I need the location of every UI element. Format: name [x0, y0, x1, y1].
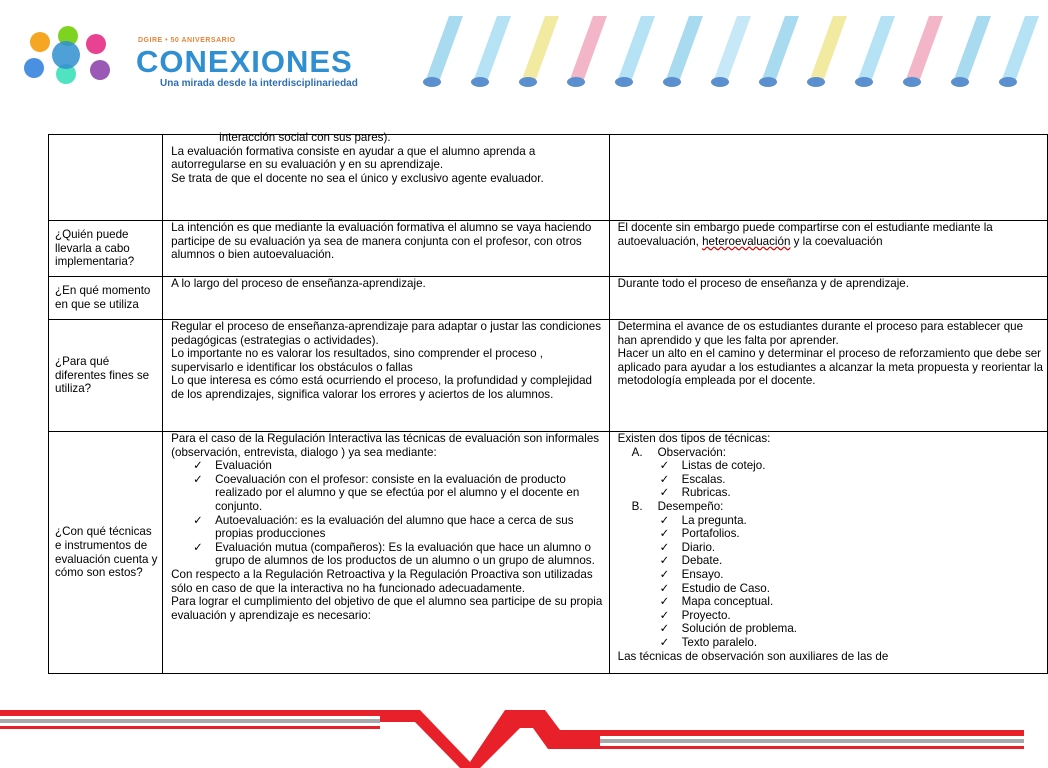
stripe [617, 16, 655, 82]
stripe-dot [999, 77, 1017, 87]
cell-text: A lo largo del proceso de enseñanza-aprendizaje. [171, 277, 426, 290]
conexiones-emblem-icon [20, 22, 130, 92]
table-row [49, 221, 1048, 277]
stripe-dot [471, 77, 489, 87]
stripe [1001, 16, 1039, 82]
list-item: ✓ Solución de problema. [658, 622, 1045, 636]
cell-text: Determina el avance de os estudiantes durante el proceso para establecer que han aprendido y que les falta por aprender. [617, 320, 1024, 347]
table-cell [609, 277, 1047, 320]
cell-text: Las técnicas de observación son auxiliares de las de [617, 649, 889, 663]
decorative-stripes [415, 12, 1024, 92]
list-item: ✓ Proyecto. [658, 609, 1045, 623]
table-row [49, 277, 1048, 320]
logo-brand-text: CONEXIONES [136, 44, 353, 79]
stripe [425, 16, 463, 82]
footer-logo-text: UVAQ [0, 700, 3, 701]
stripe [857, 16, 895, 82]
list-item: ✓ Mapa conceptual. [658, 595, 1045, 609]
table-cell [609, 135, 1047, 221]
stripe [905, 16, 943, 82]
table-cell [163, 320, 609, 432]
stripe [665, 16, 703, 82]
table-cell [163, 221, 609, 277]
list-item: ✓ Autoevaluación: es la evaluación del alumno que hace a cerca de sus propias producciones [191, 514, 606, 541]
stripe [809, 16, 847, 82]
spellcheck-word: heteroevaluación [702, 234, 791, 248]
cell-text: Existen dos tipos de técnicas: [617, 432, 771, 445]
table-cell [163, 131, 609, 221]
cell-text: interacción social con sus pares). [219, 131, 391, 144]
cell-text: Se trata de que el docente no sea el único y exclusivo agente evaluador. [171, 171, 544, 185]
technique-group-a: A. Observación: [631, 445, 726, 459]
list-item: ✓ Debate. [658, 554, 1045, 568]
cell-text: Durante todo el proceso de enseñanza y de aprendizaje. [617, 277, 909, 290]
table-row [49, 432, 1048, 674]
cell-text: Lo importante no es valorar los resultados, sino comprender el proceso , supervisarlo e identificar los obstáculos o fallas [171, 347, 543, 374]
list-item: ✓ La pregunta. [658, 514, 1045, 528]
stripe-dot [423, 77, 441, 87]
footer-banner [0, 700, 1024, 768]
cell-text: Hacer un alto en el camino y determinar el proceso de reforzamiento que debe ser aplicado para ayudar a los estudiantes a alcanzar la meta propuesta y reorientar la metodología empleada por el docente. [617, 347, 1043, 388]
stripe [521, 16, 559, 82]
stripe [713, 16, 751, 82]
stripe-dot [951, 77, 969, 87]
cell-text: Regular el proceso de enseñanza-aprendizaje para adaptar o justar las condiciones pedagógicas (estrategias o actividades). [171, 320, 602, 347]
table-cell [609, 432, 1047, 674]
stripe [761, 16, 799, 82]
table-cell [163, 432, 609, 674]
stripe-dot [903, 77, 921, 87]
logo-small-text: DGIRE • 50 ANIVERSARIO [138, 37, 236, 44]
cell-text: Lo que interesa es cómo está ocurriendo el proceso, la profundidad y complejidad de los aprendizajes, significa valorar los errores y aciertos de los alumnos. [171, 374, 593, 401]
stripe [473, 16, 511, 82]
list-item: ✓ Escalas. [658, 473, 1045, 487]
logo-tagline: Una mirada desde la interdisciplinariedad [160, 78, 358, 89]
evaluation-table [48, 131, 1048, 674]
stripe-dot [759, 77, 777, 87]
list-item: ✓ Evaluación mutua (compañeros): Es la evaluación que hace un alumno o grupo de alumnos de los productos de un alumno o un grupo de alumnos. [191, 541, 606, 568]
uvaq-logo-icon [380, 710, 600, 768]
stripe-dot [519, 77, 537, 87]
list-item: ✓ Texto paralelo. [658, 636, 1045, 650]
stripe-dot [663, 77, 681, 87]
cell-text: y la coevaluación [793, 234, 883, 248]
cell-text: Con respecto a la Regulación Retroactiva y la Regulación Proactiva son utilizadas sólo en caso de que la interactiva no ha funcionado adecuadamente. [171, 567, 593, 595]
list-item: ✓ Coevaluación con el profesor: consiste en la evaluación de producto realizado por el alumno y que se efectúa por el alumno y el docente en conjunto. [191, 473, 606, 514]
list-item: ✓ Portafolios. [658, 527, 1045, 541]
document-table-viewport [48, 131, 1043, 673]
question-cell: ¿Quién puede llevarla a cabo implementaria? [49, 221, 163, 277]
performance-list [618, 514, 1045, 650]
technique-group-b: B. Desempeño: [631, 499, 724, 513]
stripe-dot [855, 77, 873, 87]
cell-text: La evaluación formativa consiste en ayudar a que el alumno aprenda a autorregularse en su evaluación y en su aprendizaje. [171, 144, 536, 172]
list-item: ✓ Ensayo. [658, 568, 1045, 582]
list-item: ✓ Evaluación [191, 459, 606, 473]
list-item: ✓ Estudio de Caso. [658, 582, 1045, 596]
list-item: ✓ Listas de cotejo. [658, 459, 1045, 473]
technique-list [171, 459, 606, 568]
stripe-dot [567, 77, 585, 87]
stripe-dot [711, 77, 729, 87]
list-item: ✓ Diario. [658, 541, 1045, 555]
table-cell [609, 221, 1047, 277]
stripe-dot [615, 77, 633, 87]
stripe [569, 16, 607, 82]
cell-text: Para el caso de la Regulación Interactiva las técnicas de evaluación son informales (observación, entrevista, dialogo ) ya sea mediante: [171, 432, 600, 459]
conexiones-logo [20, 22, 380, 92]
list-item: ✓ Rubricas. [658, 486, 1045, 500]
cell-text: El docente sin embargo puede compartirse con el estudiante mediante la autoevaluación, [617, 221, 993, 248]
question-cell: ¿Para qué diferentes fines se utiliza? [49, 320, 163, 432]
table-row [49, 320, 1048, 432]
stripe-dot [807, 77, 825, 87]
question-cell: ¿En qué momento en que se utiliza [49, 277, 163, 320]
table-cell [163, 277, 609, 320]
cell-text: Para lograr el cumplimiento del objetivo de que el alumno sea participe de su propia evaluación y aprendizaje es necesario: [171, 595, 603, 622]
question-cell: ¿Con qué técnicas e instrumentos de evaluación cuenta y cómo son estos? [49, 432, 163, 674]
stripe [953, 16, 991, 82]
observation-list [618, 459, 1045, 500]
table-row [49, 135, 1048, 221]
cell-text: La intención es que mediante la evaluación formativa el alumno se vaya haciendo participe de su evaluación ya sea de manera conjunta con el profesor, con otros alumnos o bien autoevaluación. [171, 221, 592, 262]
table-cell [609, 320, 1047, 432]
table-cell [49, 135, 163, 221]
